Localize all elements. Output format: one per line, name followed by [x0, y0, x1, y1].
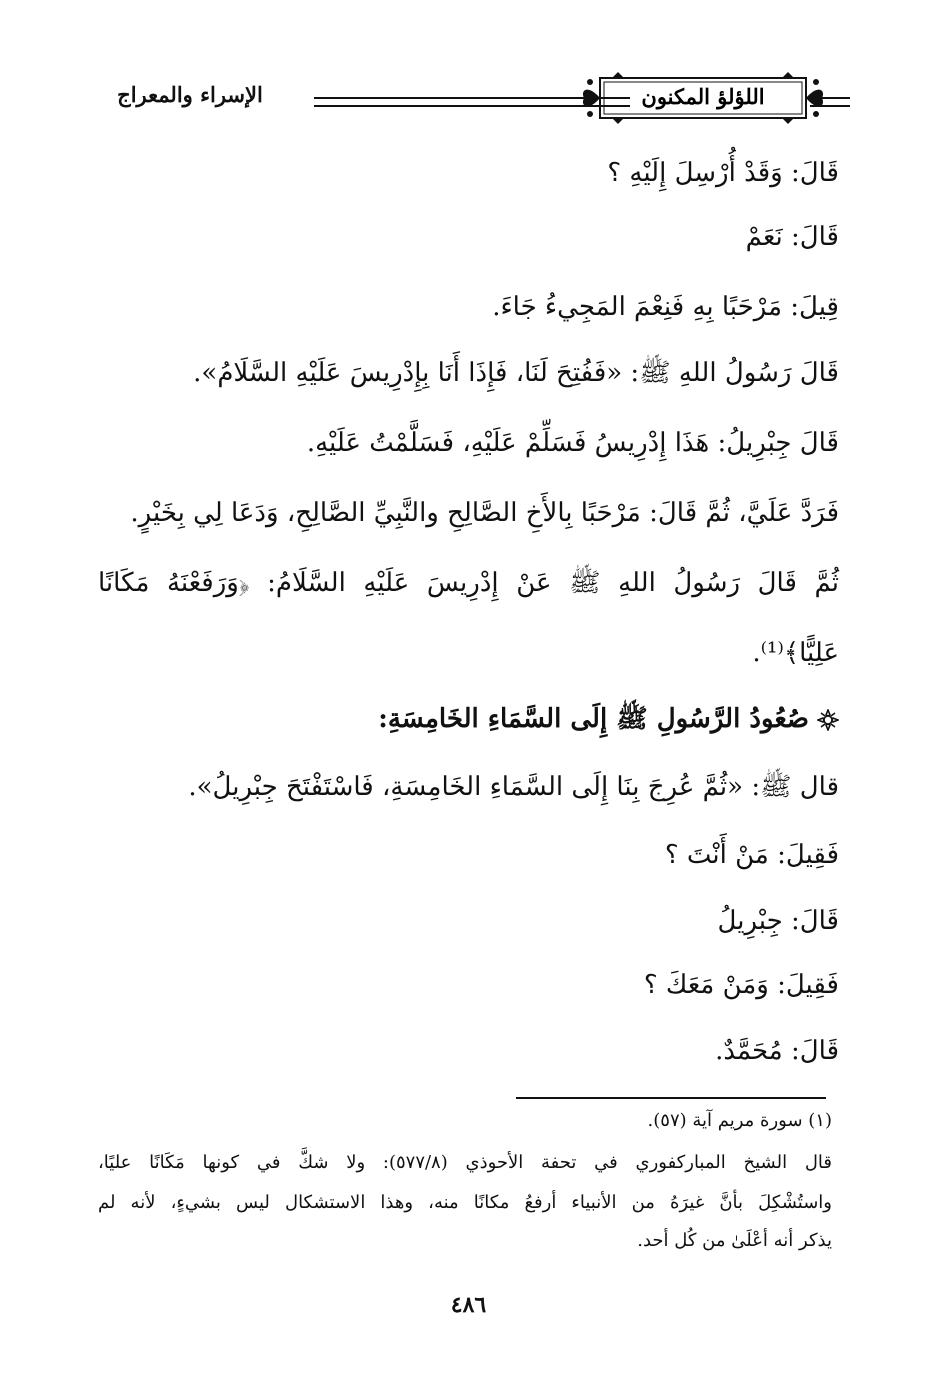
section-title: الإسراء والمعراج — [117, 82, 263, 107]
body-line: قَالَ رَسُولُ اللهِ ﷺ: «فَفُتِحَ لَنَا، فَإِذَا أَنَا بِإِدْرِيسَ عَلَيْهِ السَّلَامُ». — [193, 358, 839, 388]
flower-bullet-icon — [817, 709, 839, 731]
body-line: قال ﷺ: «ثُمَّ عُرِجَ بِنَا إِلَى السَّمَاءِ الخَامِسَةِ، فَاسْتَفْتَحَ جِبْرِيلُ». — [188, 772, 839, 802]
footnote-line: واستُشْكِلَ بأنَّ غيرَهُ من الأنبياء أرفعُ مكانًا منه، وهذا الاستشكال ليس بشيءٍ، لأنه لم — [98, 1192, 832, 1213]
body-line: قَالَ: مُحَمَّدٌ. — [715, 1036, 839, 1066]
body-line: قَالَ جِبْرِيلُ: هَذَا إِدْرِيسُ فَسَلِّمْ عَلَيْهِ، فَسَلَّمْتُ عَلَيْهِ. — [306, 428, 839, 458]
footnote-rule — [516, 1097, 826, 1099]
book-title-cartouche — [578, 72, 828, 124]
body-line: عَلِيًّا﴾⁽¹⁾. — [752, 638, 839, 668]
section-heading — [378, 704, 839, 735]
footnote-line: (١) سورة مريم آية (٥٧). — [647, 1110, 832, 1131]
body-line: قَالَ: نَعَمْ — [745, 222, 839, 252]
header-rule-right — [810, 97, 850, 107]
book-title: اللؤلؤ المكنون — [641, 84, 765, 109]
body-line: قِيلَ: مَرْحَبًا بِهِ فَنِعْمَ المَجِيءُ جَاءَ. — [492, 292, 839, 322]
section-heading-text: صُعُودُ الرَّسُولِ ﷺ إِلَى السَّمَاءِ الخَامِسَةِ: — [378, 704, 809, 734]
page-number: ٤٨٦ — [450, 1292, 487, 1318]
body-line: قَالَ: وَقَدْ أُرْسِلَ إِلَيْهِ ؟ — [607, 158, 839, 188]
body-line: فَقِيلَ: وَمَنْ مَعَكَ ؟ — [643, 970, 839, 1000]
footnote-line: قال الشيخ المباركفوري في تحفة الأحوذي (٥٧٧/٨): ولا شكَّ في كونها مَكَانًا عليًا، — [98, 1152, 832, 1173]
body-line: فَقِيلَ: مَنْ أَنْتَ ؟ — [664, 840, 839, 870]
footnote-line: يذكر أنه أعْلَىٰ من كُل أحد. — [637, 1230, 832, 1251]
body-line: فَرَدَّ عَلَيَّ، ثُمَّ قَالَ: مَرْحَبًا بِالأَخِ الصَّالِحِ والنَّبِيِّ الصَّالِحِ، وَدَعَا لِي بِخَيْرٍ. — [130, 498, 839, 528]
body-line: قَالَ: جِبْرِيلُ — [717, 906, 839, 936]
page-header — [70, 68, 840, 132]
body-line: ثُمَّ قَالَ رَسُولُ اللهِ ﷺ عَنْ إِدْرِيسَ عَلَيْهِ السَّلَامُ: ﴿وَرَفَعْنَهُ مَكَانًا — [98, 568, 839, 598]
